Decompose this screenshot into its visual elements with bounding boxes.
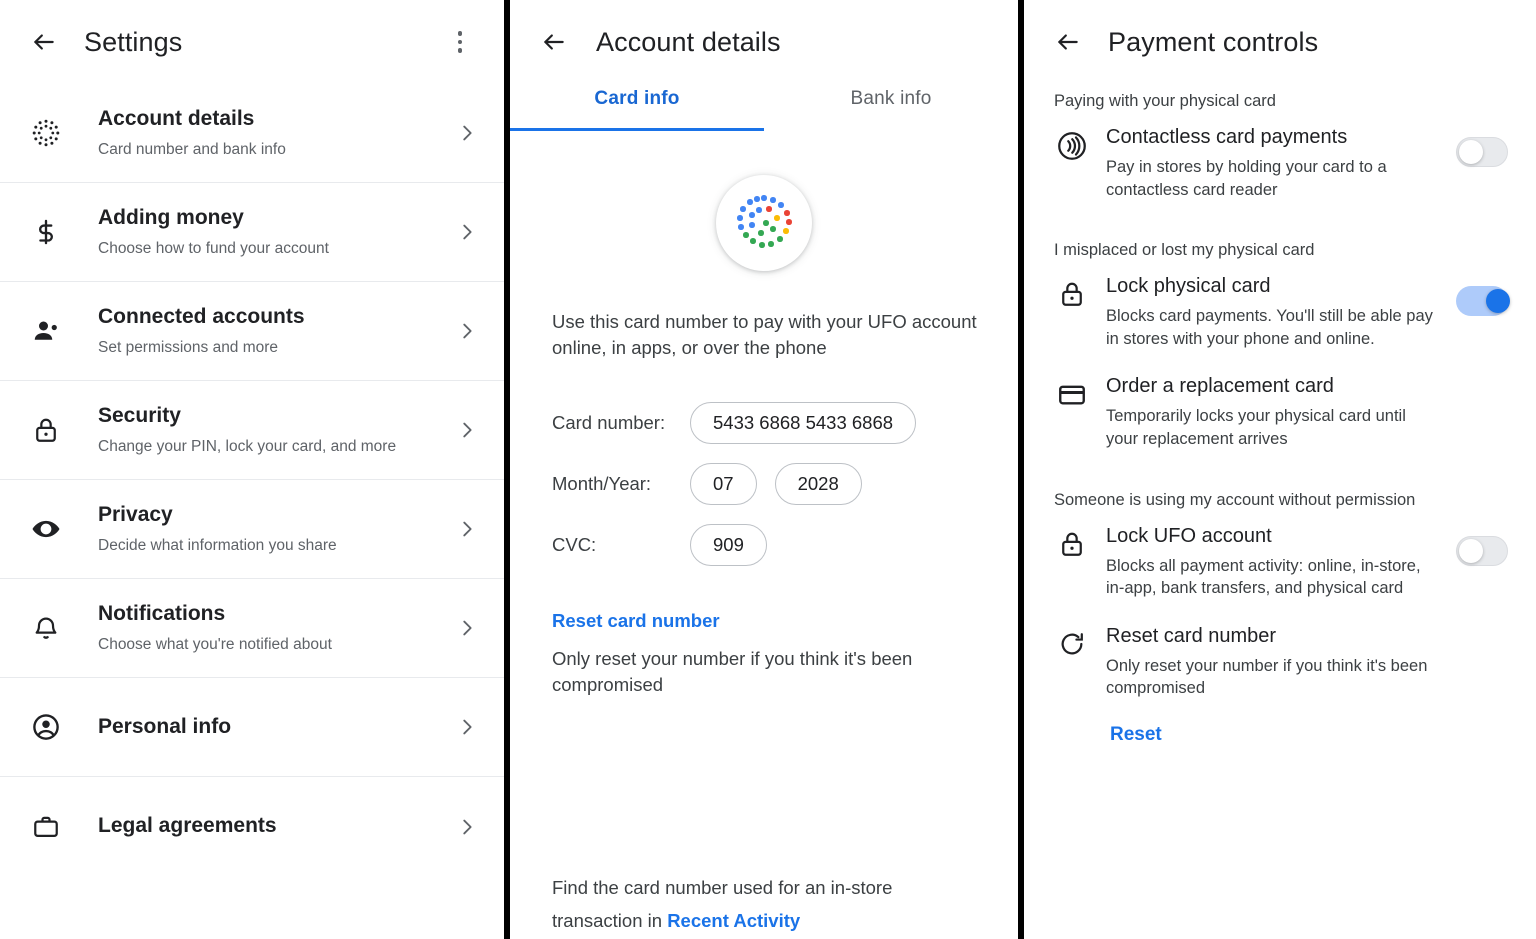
setting-title: Privacy	[98, 503, 173, 527]
recent-activity-link[interactable]: Recent Activity	[667, 910, 801, 932]
row-lock-ufo-account[interactable]	[1024, 510, 1530, 610]
chevron-right-icon	[454, 816, 480, 838]
setting-subtitle: Card number and bank info	[98, 140, 286, 158]
settings-screen	[0, 0, 504, 939]
setting-text	[68, 813, 454, 839]
section-label-unauthorized-use: Someone is using my account without permission	[1054, 490, 1416, 509]
in-store-transaction-note	[552, 875, 984, 935]
row-title: Order a replacement card	[1106, 375, 1334, 398]
reset-button[interactable]: Reset	[1110, 723, 1162, 745]
sidebar-item-privacy[interactable]	[0, 480, 504, 579]
expiry-field-row	[552, 463, 1018, 505]
more-options-icon[interactable]	[440, 22, 480, 62]
chevron-right-icon	[454, 122, 480, 144]
row-title: Reset card number	[1106, 624, 1277, 647]
setting-text	[68, 601, 454, 654]
contactless-icon	[1050, 125, 1094, 161]
cvc-label: CVC:	[552, 533, 597, 555]
bell-icon	[24, 614, 68, 642]
expiry-year-value[interactable]: 2028	[775, 463, 862, 505]
row-subtitle: Temporarily locks your physical card until your replacement arrives	[1106, 407, 1406, 448]
account-details-screen	[510, 0, 1018, 939]
lock-icon	[1050, 274, 1094, 308]
toggle-lock-physical-card[interactable]	[1456, 286, 1508, 316]
payment-controls-screen	[1024, 0, 1530, 939]
row-contactless-card-payments[interactable]	[1024, 111, 1530, 211]
setting-text	[68, 502, 454, 555]
chevron-right-icon	[454, 518, 480, 540]
sidebar-item-legal-agreements[interactable]	[0, 777, 504, 876]
settings-header	[0, 0, 504, 62]
toggle-contactless-card-payments[interactable]	[1456, 137, 1508, 167]
setting-title: Personal info	[98, 714, 232, 738]
card-number-field-row	[552, 402, 1018, 444]
setting-subtitle: Set permissions and more	[98, 338, 279, 356]
setting-title: Connected accounts	[98, 305, 305, 329]
setting-text	[68, 304, 454, 357]
sidebar-item-connected-accounts[interactable]	[0, 282, 504, 381]
row-title: Contactless card payments	[1106, 126, 1348, 148]
pc-text	[1094, 524, 1450, 600]
row-title: Lock UFO account	[1106, 524, 1272, 547]
row-lock-physical-card[interactable]	[1024, 260, 1530, 360]
section-label-physical-card: Paying with your physical card	[1054, 92, 1276, 110]
dotted-circle-icon	[24, 118, 68, 148]
setting-title: Account details	[98, 107, 255, 131]
tab-card-info[interactable]: Card info	[510, 88, 764, 131]
expiry-month-value[interactable]: 07	[690, 463, 757, 505]
sidebar-item-security[interactable]	[0, 381, 504, 480]
row-reset-card-number[interactable]	[1024, 610, 1530, 710]
chevron-right-icon	[454, 617, 480, 639]
dollar-sign-icon	[24, 218, 68, 246]
setting-subtitle: Choose what you're notified about	[98, 635, 332, 653]
card-logo-container	[510, 175, 1018, 271]
sidebar-item-adding-money[interactable]	[0, 183, 504, 282]
lock-icon	[24, 416, 68, 444]
row-subtitle: Only reset your number if you think it's been compromised	[1106, 656, 1428, 698]
row-subtitle: Pay in stores by holding your card to a contactless card reader	[1106, 158, 1387, 199]
google-pay-dots-logo	[716, 175, 812, 271]
payment-header	[1024, 0, 1530, 62]
back-arrow-icon[interactable]	[534, 22, 574, 62]
reset-card-number-link-block	[552, 610, 1018, 632]
setting-title: Security	[98, 404, 181, 428]
setting-text	[68, 205, 454, 258]
setting-subtitle: Choose how to fund your account	[98, 239, 329, 257]
page-title: Settings	[84, 26, 183, 57]
pc-text	[1094, 274, 1450, 350]
pc-text	[1094, 624, 1508, 700]
pc-text	[1094, 374, 1508, 450]
setting-title: Adding money	[98, 206, 244, 230]
settings-list	[0, 84, 504, 876]
eye-icon	[24, 514, 68, 544]
card-usage-description: Use this card number to pay with your UFO account online, in apps, or over the phone	[552, 311, 977, 359]
account-header	[510, 0, 1018, 62]
card-number-label: Card number:	[552, 411, 666, 433]
back-arrow-icon[interactable]	[24, 22, 64, 62]
setting-title: Legal agreements	[98, 814, 277, 838]
chevron-right-icon	[454, 716, 480, 738]
setting-text	[68, 106, 454, 159]
reset-icon	[1050, 624, 1094, 658]
sidebar-item-personal-info[interactable]	[0, 678, 504, 777]
account-circle-icon	[24, 712, 68, 742]
chevron-right-icon	[454, 419, 480, 441]
page-title: Account details	[596, 26, 781, 57]
setting-title: Notifications	[98, 602, 226, 626]
row-order-replacement-card[interactable]	[1024, 360, 1530, 460]
back-arrow-icon[interactable]	[1048, 22, 1088, 62]
tab-bank-info[interactable]: Bank info	[850, 88, 932, 109]
cvc-field-row	[552, 524, 1018, 566]
person-add-icon	[24, 316, 68, 346]
setting-text	[68, 714, 454, 740]
credit-card-icon	[1050, 374, 1094, 410]
setting-text	[68, 403, 454, 456]
page-title: Payment controls	[1108, 26, 1319, 57]
sidebar-item-account-details[interactable]	[0, 84, 504, 183]
reset-card-number-note: Only reset your number if you think it's been compromised	[552, 647, 913, 695]
briefcase-icon	[24, 813, 68, 841]
row-subtitle: Blocks card payments. You'll still be able pay in stores with your phone and online.	[1106, 307, 1433, 348]
footer-text: Find the card number used for an in-store transaction in	[552, 877, 893, 932]
cvc-value[interactable]: 909	[690, 524, 767, 566]
reset-card-number-link[interactable]: Reset card number	[552, 609, 720, 631]
sidebar-item-notifications[interactable]	[0, 579, 504, 678]
card-number-value[interactable]: 5433 6868 5433 6868	[690, 402, 916, 444]
month-year-label: Month/Year:	[552, 472, 652, 494]
pc-text	[1094, 125, 1450, 201]
setting-subtitle: Decide what information you share	[98, 536, 337, 554]
section-label-lost-card: I misplaced or lost my physical card	[1054, 241, 1315, 260]
row-subtitle: Blocks all payment activity: online, in-store, in-app, bank transfers, and physical card	[1106, 556, 1421, 598]
chevron-right-icon	[454, 320, 480, 342]
chevron-right-icon	[454, 221, 480, 243]
lock-icon	[1050, 524, 1094, 558]
card-bank-tabs	[510, 88, 1018, 131]
row-title: Lock physical card	[1106, 275, 1271, 298]
setting-subtitle: Change your PIN, lock your card, and more	[98, 437, 397, 455]
toggle-lock-ufo-account[interactable]	[1456, 536, 1508, 566]
